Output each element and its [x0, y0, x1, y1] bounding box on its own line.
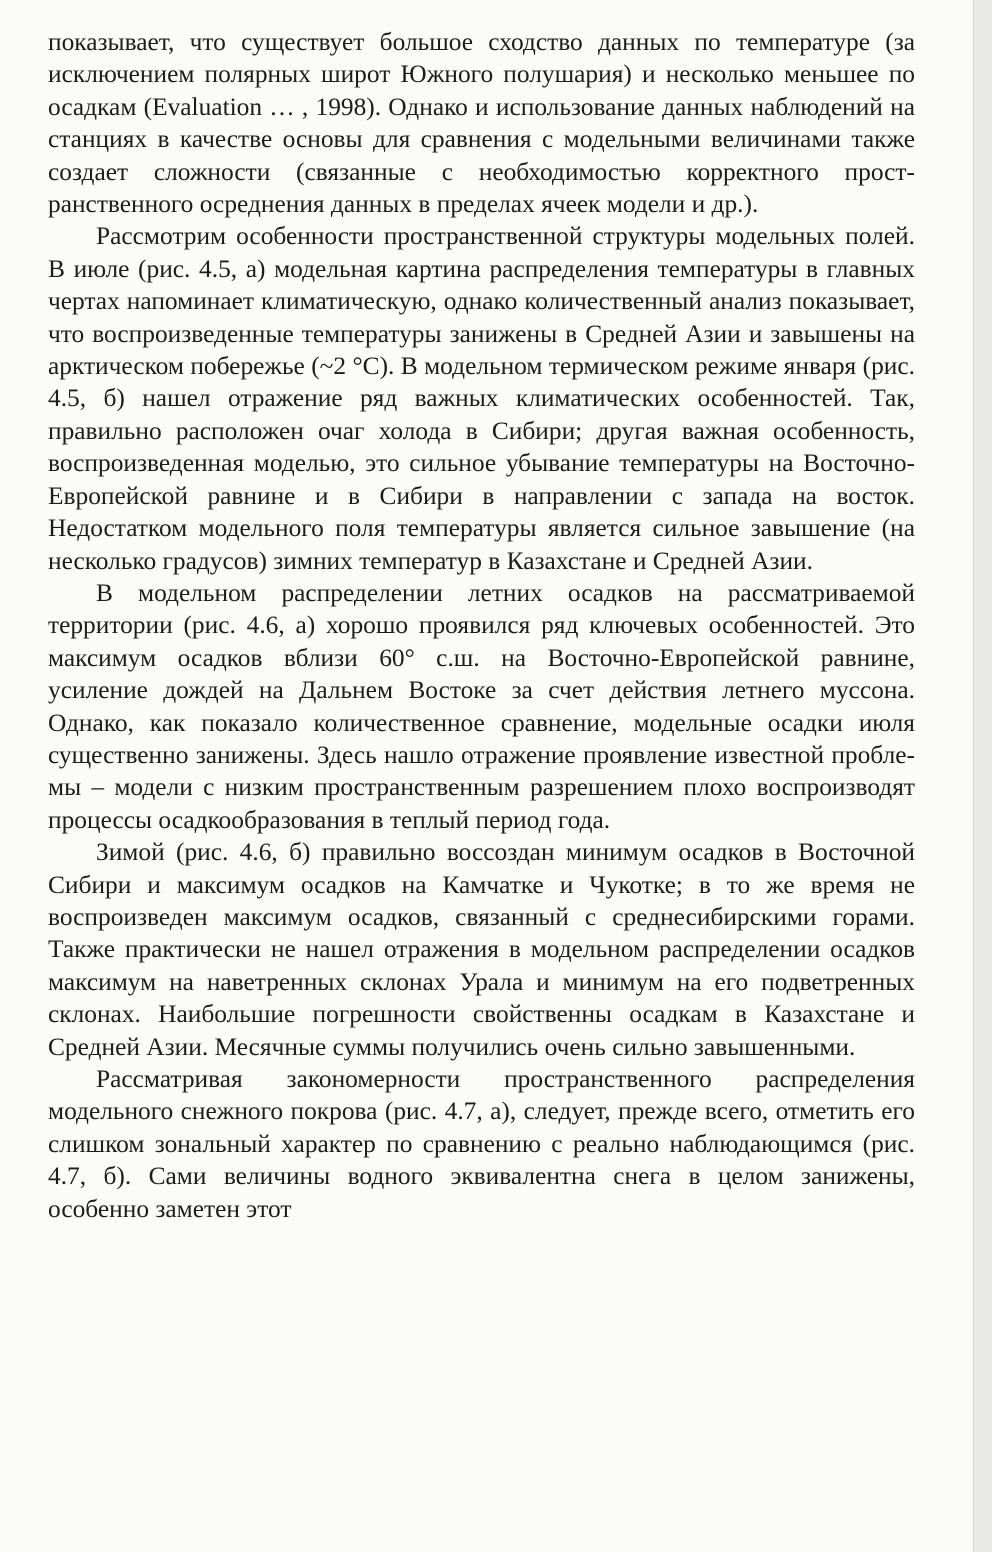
page-edge-strip — [973, 0, 992, 1552]
paragraph-5: Рассматривая закономерности пространственного распределения модельного снежного покрова (рис. 4.7, а), следует, прежде всего, отметить его слишком зональный характер по сравнению с реально наблюдающимся (рис. 4.7, б). Сами величины водного эквивалентна снега в целом занижены, особенно заметен этот — [48, 1065, 915, 1223]
paragraph-1: показывает, что существует большое сходство данных по температуре (за исключением полярных широт Южного полушария) и несколько меньшее по осадкам (Evaluation … , 1998). Однако и использование данных наблюдений на станциях в качестве основы для сравнения с модельными величинами также создает сложности (связанные с необходимостью корректного пространственного осреднения данных в пределах ячеек модели и др.). — [48, 28, 915, 219]
paragraph-2: Рассмотрим особенности пространственной структуры модельных полей. В июле (рис. 4.5, а) модельная картина распределения температуры в главных чертах напоминает климатическую, однако количественный анализ показывает, что воспроизведенные температуры занижены в Средней Азии и завышены на арктическом побережье (~2 °С). В модельном термическом режиме января (рис. 4.5, б) нашел отражение ряд важных климатических особенностей. Так, правильно расположен очаг холода в Сибири; другая важная особенность, воспроизведенная моделью, это сильное убывание температуры на Восточно-Европейской равнине и в Сибири в направлении с запада на восток. Недостатком модельного поля температуры является сильное завышение (на несколько градусов) зимних температур в Казахстане и Средней Азии. — [48, 222, 915, 575]
paragraph-4: Зимой (рис. 4.6, б) правильно воссоздан минимум осадков в Восточной Сибири и максимум осадков на Камчатке и Чукотке; в то же время не воспроизведен максимум осадков, связанный с среднесибирскими горами. Также практически не нашел отражения в модельном распределении осадков максимум на наветренных склонах Урала и минимум на его подветренных склонах. Наибольшие погрешности свойственны осадкам в Казахстане и Средней Азии. Месячные суммы получились очень сильно завышенными. — [48, 838, 915, 1061]
body-text — [48, 26, 915, 1225]
paragraph-3: В модельном распределении летних осадков на рассматриваемой территории (рис. 4.6, а) хорошо проявился ряд ключевых особенностей. Это максимум осадков вблизи 60° с.ш. на Восточно-Европейской равнине, усиление дождей на Дальнем Востоке за счет действия летнего муссона. Однако, как показало количественное сравнение, модельные осадки июля существенно занижены. Здесь нашло отражение проявление известной проблемы – модели с низким пространственным разрешением плохо воспроизводят процессы осадкообразования в теплый период года. — [48, 578, 915, 834]
